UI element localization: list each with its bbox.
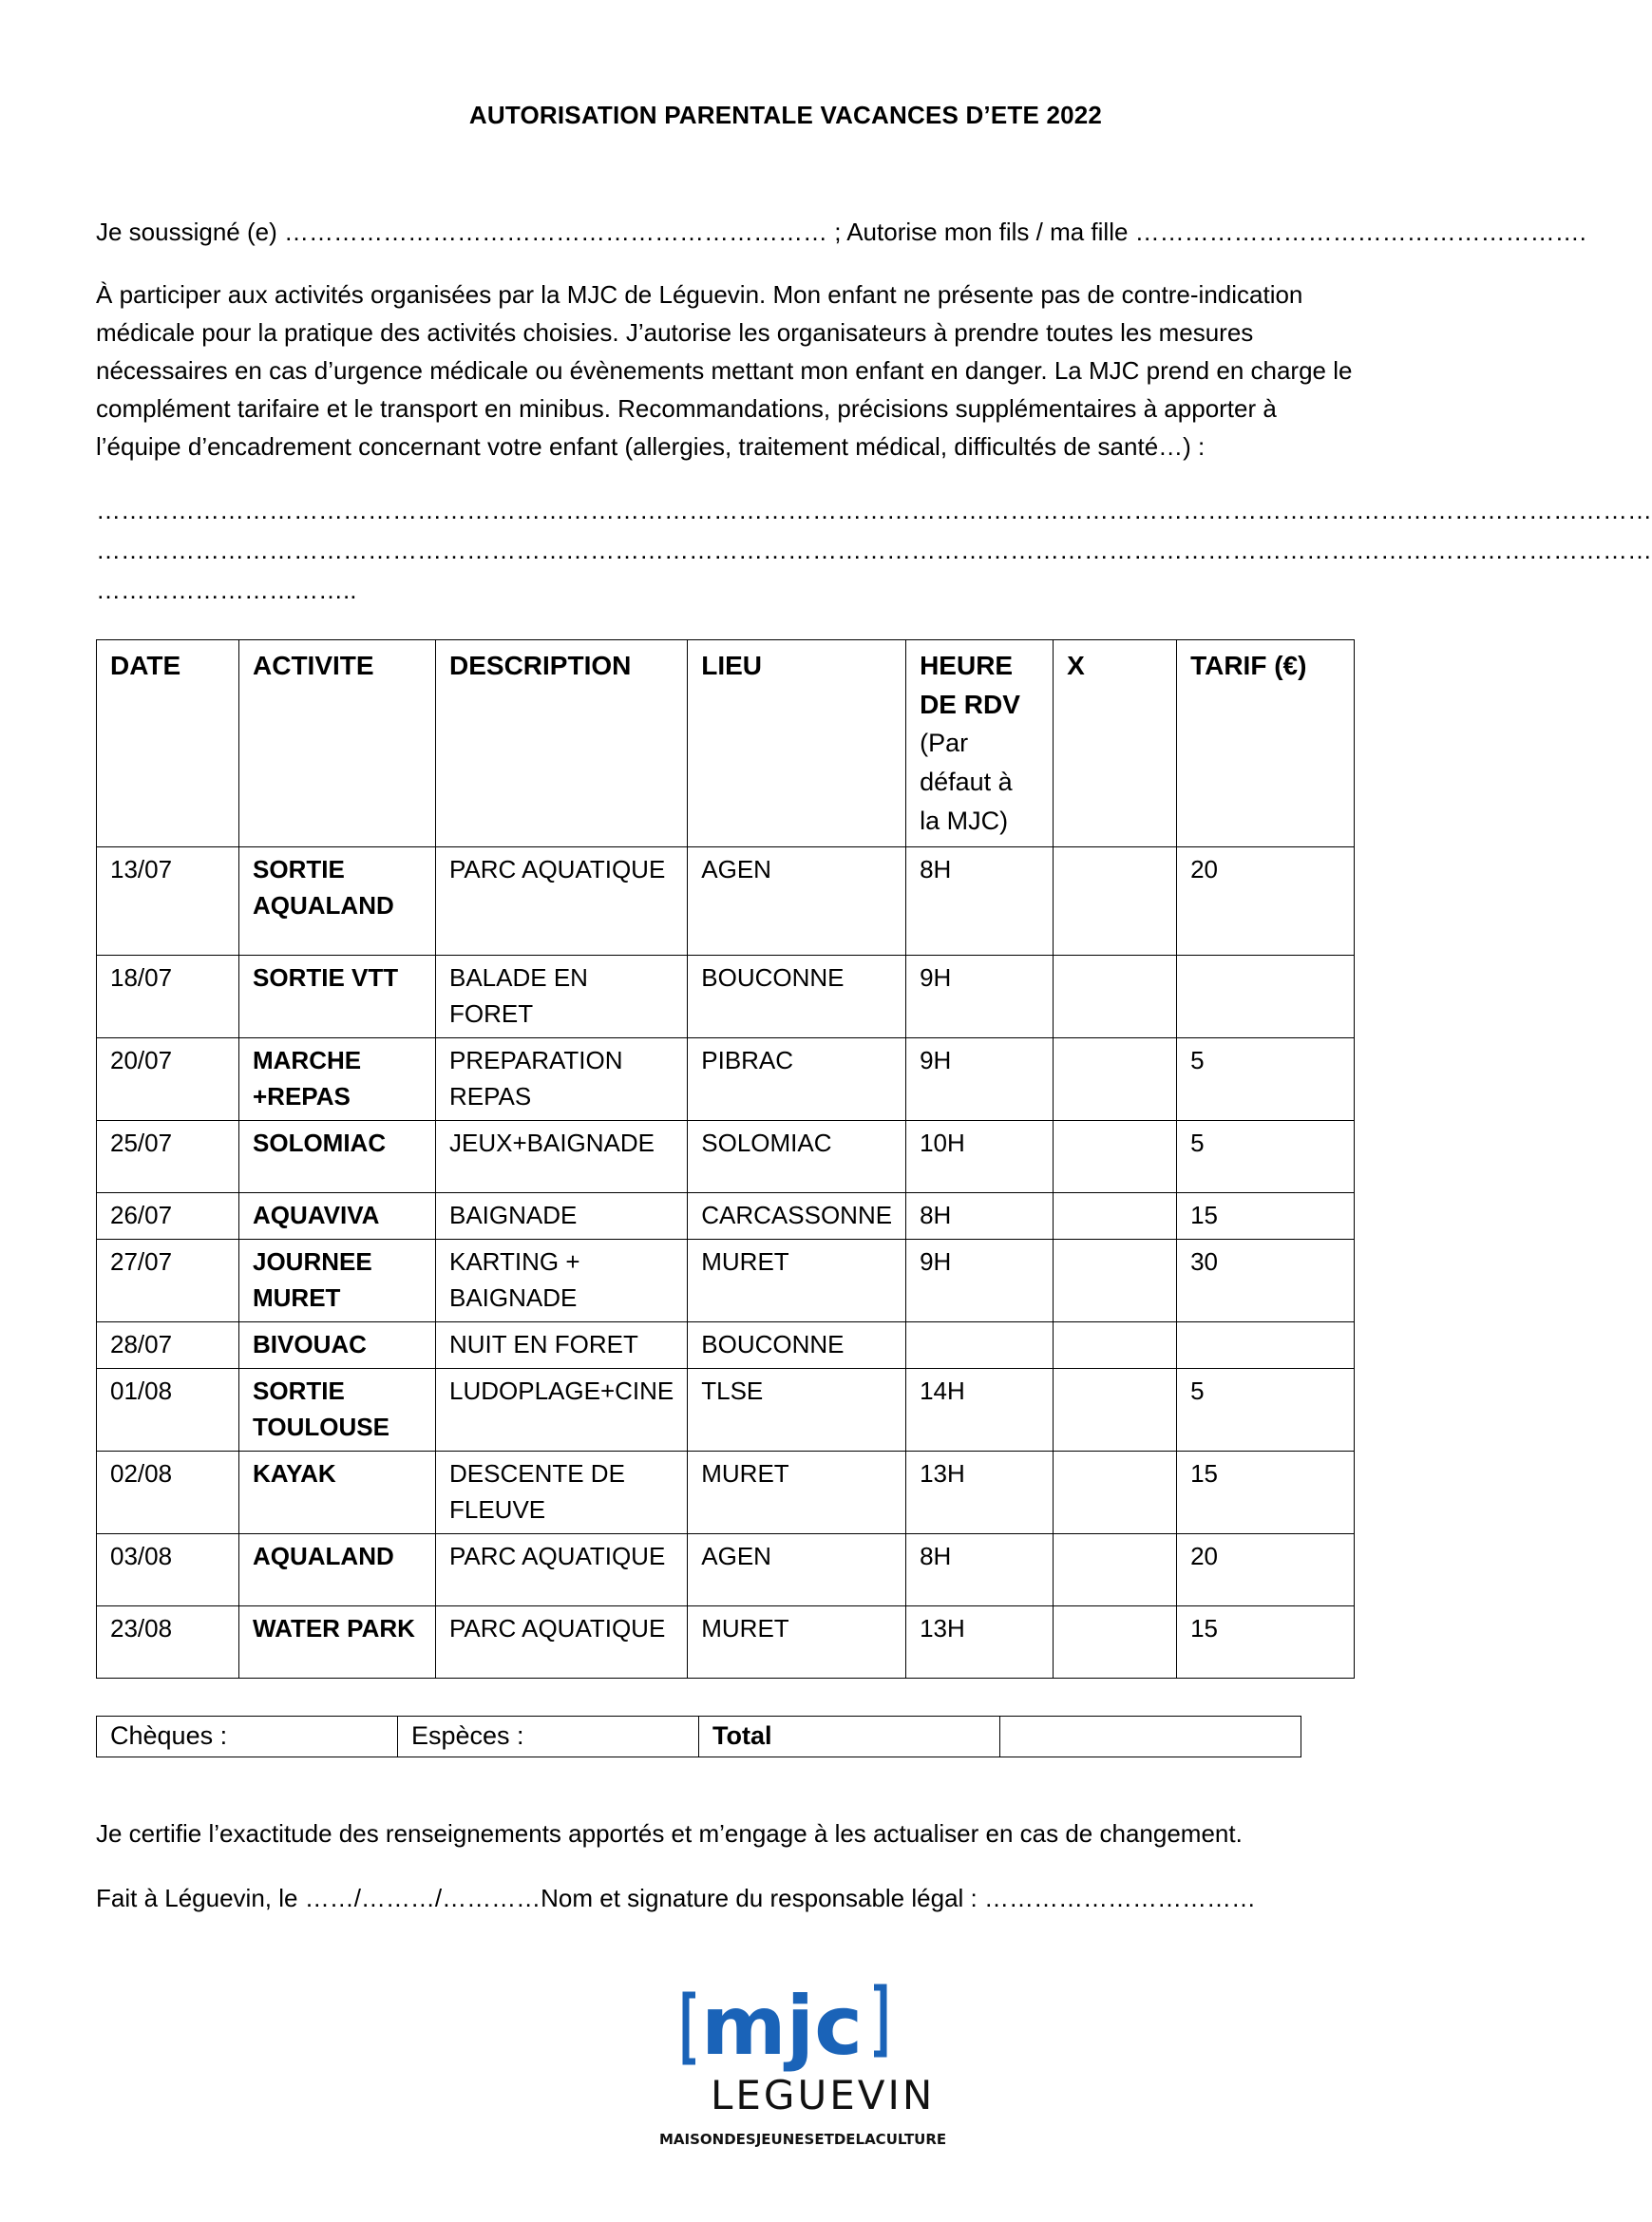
cell-tarif <box>1177 956 1355 1038</box>
cell-activite: JOURNEE MURET <box>239 1240 436 1322</box>
header-x: X <box>1054 640 1177 847</box>
cell-description: KARTING + BAIGNADE <box>436 1240 688 1322</box>
cell-x[interactable] <box>1054 1322 1177 1369</box>
cell-tarif: 5 <box>1177 1369 1355 1452</box>
header-heure-label: HEURE DE RDV <box>920 651 1020 719</box>
cell-lieu: TLSE <box>688 1369 906 1452</box>
cell-tarif: 20 <box>1177 1534 1355 1606</box>
total-label: Total <box>699 1717 1000 1757</box>
authorization-paragraph <box>96 275 1483 465</box>
table-row <box>97 1038 1355 1121</box>
cell-activite: SORTIE AQUALAND <box>239 847 436 956</box>
cell-date: 02/08 <box>97 1452 239 1534</box>
cell-x[interactable] <box>1054 1240 1177 1322</box>
cell-description: JEUX+BAIGNADE <box>436 1121 688 1193</box>
cell-date: 13/07 <box>97 847 239 956</box>
cell-heure <box>906 1322 1054 1369</box>
document-title: AUTORISATION PARENTALE VACANCES D’ETE 2022 <box>468 101 1103 129</box>
cell-x[interactable] <box>1054 956 1177 1038</box>
cell-date: 27/07 <box>97 1240 239 1322</box>
header-heure <box>906 640 1054 847</box>
cell-date: 18/07 <box>97 956 239 1038</box>
cell-activite: SORTIE TOULOUSE <box>239 1369 436 1452</box>
cell-x[interactable] <box>1054 1369 1177 1452</box>
cell-lieu: SOLOMIAC <box>688 1121 906 1193</box>
cell-lieu: CARCASSONNE <box>688 1193 906 1240</box>
table-row <box>97 1322 1355 1369</box>
cell-heure: 9H <box>906 1038 1054 1121</box>
logo-caption: MAISONDESJEUNESETDELACULTURE <box>659 2131 947 2148</box>
cell-lieu: BOUCONNE <box>688 1322 906 1369</box>
cell-activite: MARCHE +REPAS <box>239 1038 436 1121</box>
especes-field[interactable]: Espèces : <box>398 1717 699 1757</box>
cell-tarif: 5 <box>1177 1038 1355 1121</box>
header-heure-note: (Par défaut à la MJC) <box>920 729 1013 835</box>
header-activite: ACTIVITE <box>239 640 436 847</box>
header-description: DESCRIPTION <box>436 640 688 847</box>
table-row <box>97 1606 1355 1679</box>
table-row <box>97 1452 1355 1534</box>
header-lieu: LIEU <box>688 640 906 847</box>
cell-heure: 13H <box>906 1452 1054 1534</box>
cell-x[interactable] <box>1054 1534 1177 1606</box>
cell-lieu: PIBRAC <box>688 1038 906 1121</box>
cell-heure: 8H <box>906 1534 1054 1606</box>
cell-lieu: MURET <box>688 1240 906 1322</box>
paragraph-line: complément tarifaire et le transport en minibus. Recommandations, précisions supplémentaires à apporter à <box>96 394 1277 423</box>
cell-tarif: 30 <box>1177 1240 1355 1322</box>
cell-lieu: BOUCONNE <box>688 956 906 1038</box>
cell-activite: AQUAVIVA <box>239 1193 436 1240</box>
cell-description: LUDOPLAGE+CINE <box>436 1369 688 1452</box>
certify-statement: Je certifie l’exactitude des renseignements apportés et m’engage à les actualiser en cas de changement. <box>96 1819 1243 1848</box>
payment-table <box>96 1716 1301 1757</box>
cell-date: 01/08 <box>97 1369 239 1452</box>
cell-description: PREPARATION REPAS <box>436 1038 688 1121</box>
cell-description: DESCENTE DE FLEUVE <box>436 1452 688 1534</box>
cheques-field[interactable]: Chèques : <box>97 1717 398 1757</box>
cell-heure: 8H <box>906 1193 1054 1240</box>
signature-line[interactable]: Fait à Léguevin, le ……/………/…………Nom et signature du responsable légal : …………………………… <box>96 1884 1256 1912</box>
cell-date: 20/07 <box>97 1038 239 1121</box>
cell-tarif: 5 <box>1177 1121 1355 1193</box>
cell-tarif: 20 <box>1177 847 1355 956</box>
cell-tarif <box>1177 1322 1355 1369</box>
cell-heure: 9H <box>906 1240 1054 1322</box>
intro-line: Je soussigné (e) ………………………………………………………… ; Autorise mon fils / ma fille ………………………………………………. <box>96 218 1586 246</box>
table-row <box>97 1193 1355 1240</box>
cell-x[interactable] <box>1054 1193 1177 1240</box>
cell-heure: 10H <box>906 1121 1054 1193</box>
cell-x[interactable] <box>1054 1038 1177 1121</box>
logo-mark: mjc <box>701 1979 864 2074</box>
mjc-logo-graphic <box>655 1966 947 2148</box>
mjc-logo <box>655 1966 947 2148</box>
cell-x[interactable] <box>1054 847 1177 956</box>
cell-heure: 9H <box>906 956 1054 1038</box>
table-row <box>97 1240 1355 1322</box>
cell-activite: KAYAK <box>239 1452 436 1534</box>
cell-x[interactable] <box>1054 1452 1177 1534</box>
cell-description: PARC AQUATIQUE <box>436 1606 688 1679</box>
cell-x[interactable] <box>1054 1606 1177 1679</box>
paragraph-line: nécessaires en cas d’urgence médicale ou évènements mettant mon enfant en danger. La MJC prend en charge le <box>96 356 1353 385</box>
logo-town: LEGUEVIN <box>711 2072 936 2118</box>
header-tarif: TARIF (€) <box>1177 640 1355 847</box>
cell-heure: 14H <box>906 1369 1054 1452</box>
cell-tarif: 15 <box>1177 1193 1355 1240</box>
table-header-row <box>97 640 1355 847</box>
cell-lieu: AGEN <box>688 847 906 956</box>
cell-activite: AQUALAND <box>239 1534 436 1606</box>
table-row <box>97 847 1355 956</box>
cell-lieu: MURET <box>688 1452 906 1534</box>
cell-description: BALADE EN FORET <box>436 956 688 1038</box>
paragraph-line: médicale pour la pratique des activités choisies. J’autorise les organisateurs à prendre toutes les mesures <box>96 318 1254 347</box>
notes-dotted-line[interactable]: ……………………………………………………………………………………………………………………………………………………………………… <box>96 536 1652 564</box>
cell-activite: SOLOMIAC <box>239 1121 436 1193</box>
cell-description: PARC AQUATIQUE <box>436 847 688 956</box>
cell-description: PARC AQUATIQUE <box>436 1534 688 1606</box>
table-row <box>97 956 1355 1038</box>
cell-heure: 8H <box>906 847 1054 956</box>
cell-lieu: AGEN <box>688 1534 906 1606</box>
cell-date: 28/07 <box>97 1322 239 1369</box>
cell-tarif: 15 <box>1177 1452 1355 1534</box>
cell-lieu: MURET <box>688 1606 906 1679</box>
cell-date: 26/07 <box>97 1193 239 1240</box>
cell-date: 25/07 <box>97 1121 239 1193</box>
activities-table <box>96 639 1355 1679</box>
cell-activite: WATER PARK <box>239 1606 436 1679</box>
notes-dotted-line[interactable]: ……………………………………………………………………………………………………………………………………………………………………… <box>96 496 1652 524</box>
cell-activite: SORTIE VTT <box>239 956 436 1038</box>
payment-row <box>97 1717 1301 1757</box>
table-row <box>97 1534 1355 1606</box>
paragraph-line: l’équipe d’encadrement concernant votre enfant (allergies, traitement médical, difficultés de santé…) : <box>96 432 1206 461</box>
cell-date: 23/08 <box>97 1606 239 1679</box>
notes-dotted-line[interactable]: ………………………….. <box>96 576 357 604</box>
cell-date: 03/08 <box>97 1534 239 1606</box>
cell-description: NUIT EN FORET <box>436 1322 688 1369</box>
cell-activite: BIVOUAC <box>239 1322 436 1369</box>
total-value-field[interactable] <box>1000 1717 1301 1757</box>
cell-heure: 13H <box>906 1606 1054 1679</box>
header-date: DATE <box>97 640 239 847</box>
cell-x[interactable] <box>1054 1121 1177 1193</box>
paragraph-line: À participer aux activités organisées par la MJC de Léguevin. Mon enfant ne présente pas de contre-indication <box>96 280 1303 309</box>
table-row <box>97 1121 1355 1193</box>
table-row <box>97 1369 1355 1452</box>
cell-tarif: 15 <box>1177 1606 1355 1679</box>
cell-description: BAIGNADE <box>436 1193 688 1240</box>
